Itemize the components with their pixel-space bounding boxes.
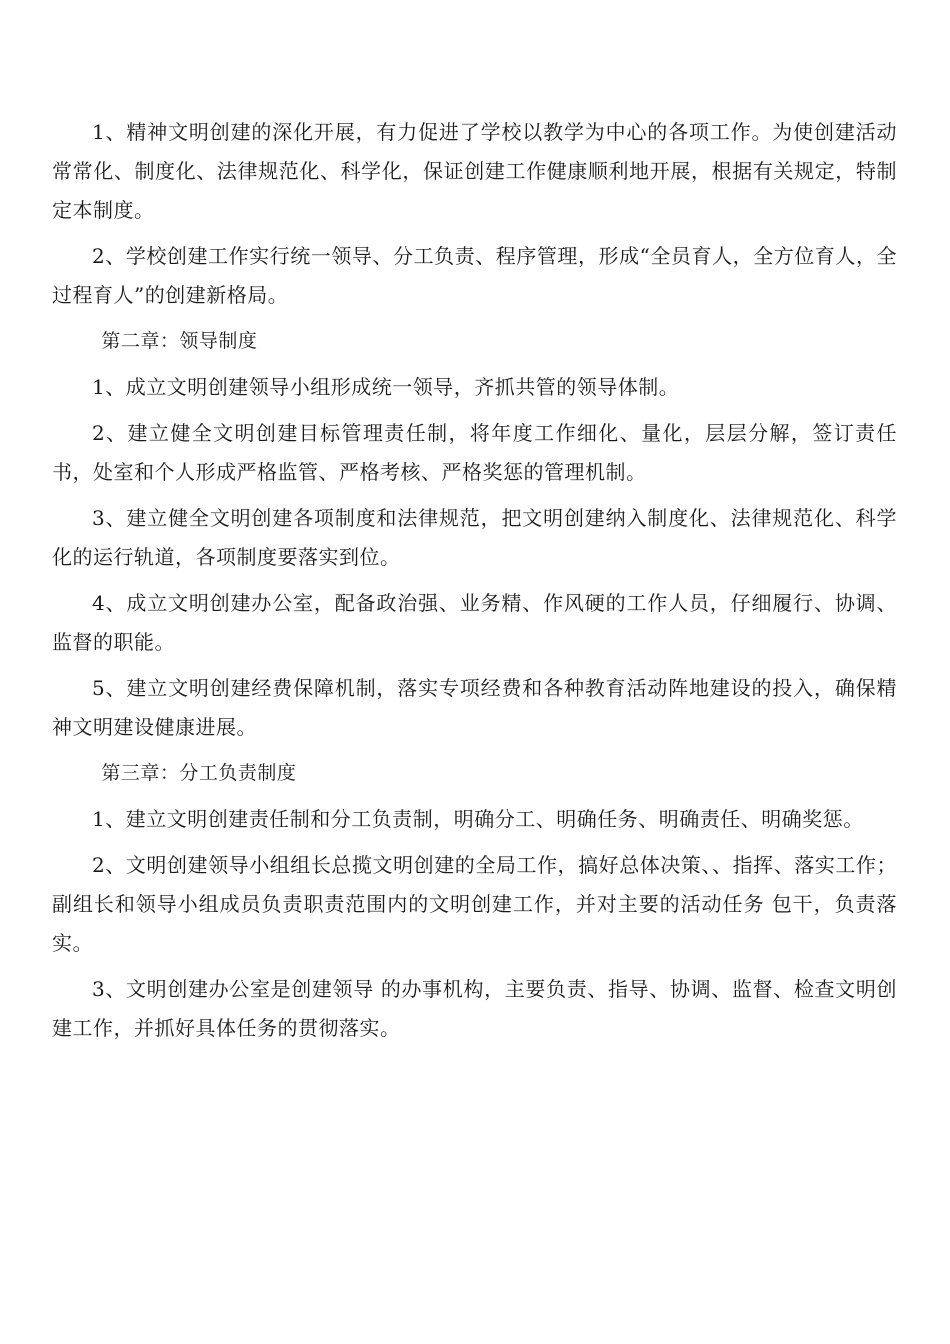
paragraph-ch2-1: 1、成立文明创建领导小组形成统一领导，齐抓共管的领导体制。 — [92, 375, 680, 399]
paragraph-ch3-2: 2、文明创建领导小组组长总揽文明创建的全局工作，搞好总体决策、、指挥、落实工作；副组长和领导小组成员负责职责范围内的文明创建工作，并对主要的活动任务 包干，负责落实。 — [52, 853, 897, 955]
chapter-2-heading: 第二章：领导制度 — [101, 330, 258, 352]
paragraph-ch3-1: 1、建立文明创建责任制和分工负责制，明确分工、明确任务、明确责任、明确奖惩。 — [92, 807, 864, 831]
paragraph-intro-1: 1、精神文明创建的深化开展，有力促进了学校以教学为中心的各项工作。为使创建活动常常化、制度化、法律规范化、科学化，保证创建工作健康顺利地开展，根据有关规定，特制定本制度。 — [52, 120, 897, 222]
chapter-3-heading: 第三章：分工负责制度 — [101, 762, 297, 784]
paragraph-ch2-3: 3、建立健全文明创建各项制度和法律规范，把文明创建纳入制度化、法律规范化、科学化的运行轨道，各项制度要落实到位。 — [52, 506, 897, 569]
paragraph-ch2-5: 5、建立文明创建经费保障机制，落实专项经费和各种教育活动阵地建设的投入，确保精神文明建设健康进展。 — [52, 676, 897, 739]
paragraph-intro-2: 2、学校创建工作实行统一领导、分工负责、程序管理，形成“全员育人，全方位育人，全过程育人”的创建新格局。 — [52, 244, 897, 307]
paragraph-ch2-4: 4、成立文明创建办公室，配备政治强、业务精、作风硬的工作人员，仔细履行、协调、监督的职能。 — [52, 591, 897, 654]
document-page — [52, 113, 897, 1055]
paragraph-ch2-2: 2、建立健全文明创建目标管理责任制，将年度工作细化、量化，层层分解，签订责任书，处室和个人形成严格监管、严格考核、严格奖惩的管理机制。 — [52, 421, 897, 484]
paragraph-ch3-3: 3、文明创建办公室是创建领导 的办事机构，主要负责、指导、协调、监督、检查文明创建工作，并抓好具体任务的贯彻落实。 — [52, 977, 897, 1040]
